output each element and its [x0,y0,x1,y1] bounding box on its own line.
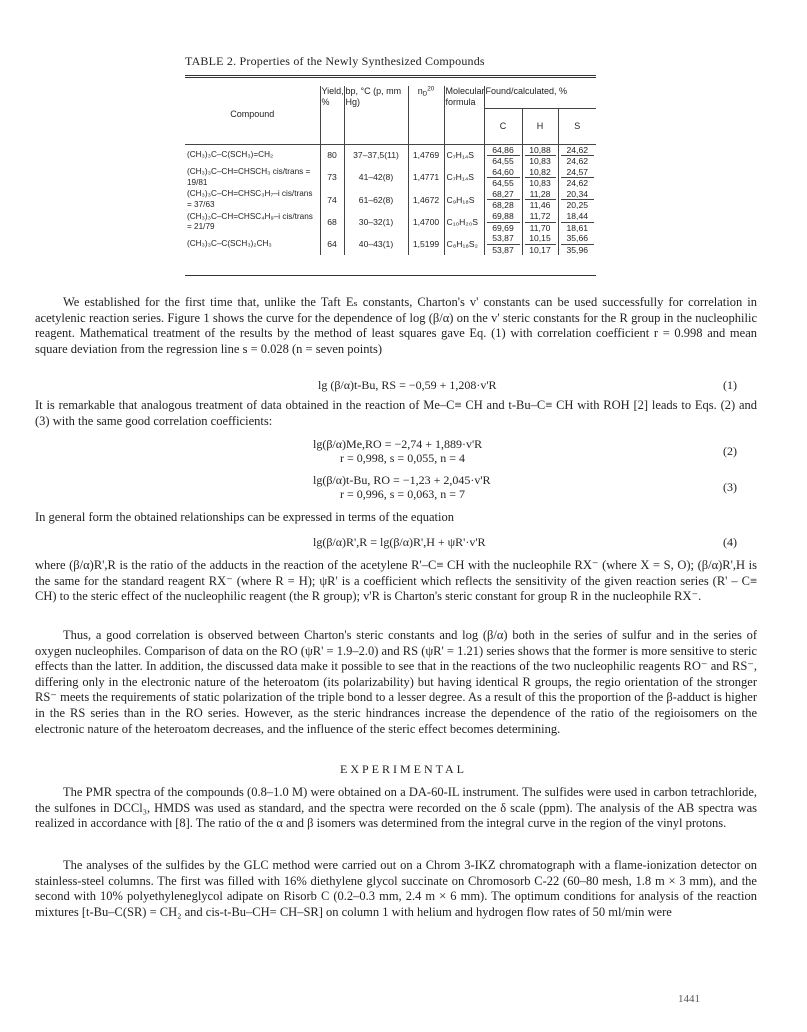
cell-compound: (CH₃)₃C–C(SCH₃)=CH₂ [187,150,274,160]
value-found-c: 64,86 [487,145,520,157]
value-calculated-h: 10,83 [529,156,551,167]
table-title: TABLE 2. Properties of the Newly Synthesized Compounds [185,54,485,68]
cell-h-found-calc [522,144,558,167]
cell-c-found-calc [484,233,522,255]
cell-compound: (CH₃)₃C–CH=CHSC₄H₉–i cis/trans = 21/79 [187,211,313,232]
cell-compound: (CH₃)₃C–CH=CHSCH₃ cis/trans = 19/81 [187,167,311,187]
cell-c-found-calc [484,211,522,233]
table-top-rule [185,75,596,76]
value-found-h: 10,88 [525,145,556,157]
table-row [185,211,596,233]
cell-formula: C₁₀H₂₀S [444,211,484,233]
equation-1-expression: lg (β/α)t-Bu, RS = −0,59 + 1,208·v'R [318,378,497,392]
cell-c-found-calc [484,144,522,167]
table-row [185,233,596,255]
cell-c-found-calc [484,189,522,211]
value-calculated-c: 69,69 [492,222,514,233]
value-found-c: 68,27 [487,189,520,201]
table-row [185,167,596,189]
table-row [185,189,596,211]
value-found-c: 69,88 [487,211,520,223]
cell-h-found-calc [522,233,558,255]
header-formula: Molecular formula [444,86,484,144]
header-nd [408,86,444,144]
header-s: S [558,108,596,144]
paragraph-1: We established for the first time that, unlike the Taft Eₛ constants, Charton's v' constants can be used successfully for correlation in acetylenic reaction series. Figure 1 shows the curve for the dependence of log (β/α) on the v' steric constants for the R group in the nucleophilic reagent. Mathematical treatment of the results by the method of least squares gave Eq. (1) with correlation coefficient r = 0.998 and mean square deviation from the regression line s = 0.028 (n = seven points) [35,295,757,356]
header-nd-sub: D [422,90,428,98]
equation-2-expression: lg(β/α)Me,RO = −2,74 + 1,889·v'R [313,437,483,451]
paragraph-5: Thus, a good correlation is observed between Charton's steric constants and log (β/α) both in the series of sulfur and in the series of oxygen nucleophiles. Comparison of data on the RO (ψR' = 1.9–2.0) and RS (ψR' = 1.21) series shows that the former is more sensitive to steric effects than the latter. In addition, the discussed data make it possible to see that in the reactions of the two nucleophilic reagents RO⁻ and RS⁻, differing only in the electronic nature of the heteroatom (its polarizability) but having identical R groups, the regio orientation of the stronger RS⁻ meets the requirements of static polarization of the triple bond to a lesser degree. As a result of this the proportion of the β-adduct is higher in the RS series than in the RO series. However, as the steric hindrances increase the dependence of the ratio of the regioisomers on the electronic nature of the heteroatom decreases, and the influence of the steric effect becomes determining. [35,628,757,736]
value-found-s: 35,66 [561,233,595,245]
value-found-h: 10,15 [525,233,556,245]
equation-4 [0,535,807,550]
cell-s-found-calc [558,167,596,189]
cell-h-found-calc [522,167,558,189]
cell-compound: (CH₃)₃C–CH=CHSC₃H₇–i cis/trans = 37/63 [187,189,313,209]
table-top-rule-2 [185,77,596,78]
value-calculated-s: 35,96 [566,244,589,255]
value-calculated-h: 11,70 [529,222,551,233]
equation-2-number: (2) [723,444,737,458]
value-calculated-c: 64,55 [492,156,514,167]
cell-compound: (CH₃)₃C–C(SCH₃)₂CH₃ [187,239,272,249]
cell-formula: C₇H₁₄S [444,144,484,167]
header-found-calc: Found/calculated, % [484,86,596,108]
value-found-s: 18,44 [561,211,595,223]
value-calculated-c: 68,28 [492,200,514,211]
section-heading-experimental: EXPERIMENTAL [339,762,468,776]
cell-h-found-calc [522,211,558,233]
cell-bp: 61–62(8) [344,189,408,211]
value-found-h: 11,72 [525,211,556,223]
header-nd-sup: 20 [427,85,435,93]
cell-s-found-calc [558,144,596,167]
cell-c-found-calc [484,167,522,189]
cell-nd: 1,4769 [408,144,444,167]
page-number: 1441 [678,993,700,1005]
header-h: H [522,108,558,144]
value-found-s: 24,62 [561,145,595,157]
equation-4-number: (4) [723,535,737,549]
equation-2-statistics: r = 0,998, s = 0,055, n = 4 [340,451,465,465]
value-calculated-s: 18,61 [566,222,589,233]
header-c: C [484,108,522,144]
table-body [185,144,596,255]
cell-nd: 1,5199 [408,233,444,255]
cell-formula: C₈H₁₈S₂ [444,233,484,255]
value-calculated-c: 64,55 [492,178,514,189]
equation-2a [0,437,807,452]
cell-formula: C₉H₁₈S [444,189,484,211]
equation-1-number: (1) [723,378,737,392]
equation-3-number: (3) [723,480,737,494]
paragraph-6: The PMR spectra of the compounds (0.8–1.0 M) were obtained on a DA-60-IL instrument. The sulfides were used in carbon tetrachloride, the sulfones in DCCl₃, HMDS was used as standard, and the spectra were recorded on the δ scale (ppm). The analysis of the AB spectra was realized in accordance with [8]. The ratio of the α and β isomers was determined from the integral curve in the region of the vinyl protons. [35,785,757,831]
cell-yield: 73 [320,167,344,189]
value-found-c: 53,87 [487,233,520,245]
value-calculated-c: 53,87 [492,244,514,255]
table-bottom-rule [185,275,596,276]
properties-table [185,86,596,255]
value-found-h: 11,28 [525,189,556,201]
cell-bp: 41–42(8) [344,167,408,189]
cell-bp: 40–43(1) [344,233,408,255]
cell-h-found-calc [522,189,558,211]
header-bp: bp, °C (p, mm Hg) [344,86,408,144]
cell-yield: 64 [320,233,344,255]
value-found-h: 10,82 [525,167,556,179]
equation-4-expression: lg(β/α)R',R = lg(β/α)R',H + ψR'·v'R [313,535,486,549]
value-calculated-h: 11,46 [529,200,551,211]
equation-3-expression: lg(β/α)t-Bu, RO = −1,23 + 2,045·v'R [313,473,491,487]
header-compound: Compound [230,109,275,120]
cell-yield: 80 [320,144,344,167]
value-calculated-s: 24,62 [566,178,589,189]
value-calculated-s: 20,25 [566,200,589,211]
value-found-s: 24,57 [561,167,595,179]
cell-bp: 30–32(1) [344,211,408,233]
value-calculated-h: 10,17 [529,244,551,255]
equation-3-statistics: r = 0,996, s = 0,063, n = 7 [340,487,465,501]
cell-s-found-calc [558,233,596,255]
cell-nd: 1,4771 [408,167,444,189]
table-row [185,144,596,167]
cell-bp: 37–37,5(11) [344,144,408,167]
cell-s-found-calc [558,211,596,233]
value-found-c: 64,60 [487,167,520,179]
cell-yield: 68 [320,211,344,233]
cell-nd: 1,4700 [408,211,444,233]
equation-3a [0,473,807,488]
paragraph-4: where (β/α)R',R is the ratio of the adducts in the reaction of the acetylene R'–C≡ CH with the nucleophile RX⁻ (where X = S, O); (β/α)R',H is the same for the standard reagent RX⁻ (where R = H); ψR' is a coefficient which reflects the sensitivity of the given reaction series (R' – C≡ CH) to the steric effect of the nucleophilic reagent (the R group); v'R is Charton's steric constant for group R in the nucleophile RX⁻. [35,558,757,604]
header-yield: Yield, % [320,86,344,144]
value-calculated-s: 24,62 [566,156,589,167]
cell-nd: 1,4672 [408,189,444,211]
cell-yield: 74 [320,189,344,211]
paragraph-3: In general form the obtained relationships can be expressed in terms of the equation [35,510,454,524]
paragraph-2: It is remarkable that analogous treatment of data obtained in the reaction of Me–C≡ CH and t-Bu–C≡ CH with ROH [2] leads to Eqs. (2) and (3) with the same good correlation coefficients: [35,398,757,428]
value-found-s: 20,34 [561,189,595,201]
paragraph-7: The analyses of the sulfides by the GLC method were carried out on a Chrom 3-IKZ chromatograph with a flame-ionization detector on stainless-steel columns. The first was filled with 16% diethylene glycol succinate on Chromosorb C-22 (60–80 mesh, 1.8 m × 3 mm), and the second with 10% polyethyleneglycol adipate on Risorb C (0.2–0.3 mm, 2.4 m × 6 mm). The optimum conditions for analysis of the reaction mixtures [t-Bu–C(SR) = CH₂ and cis-t-Bu–CH= CH–SR] on column 1 with helium and hydrogen flow rates of 50 ml/min were [35,858,757,919]
header-nd-symbol: n [417,86,423,96]
value-calculated-h: 10,83 [529,178,551,189]
cell-formula: C₇H₁₄S [444,167,484,189]
cell-s-found-calc [558,189,596,211]
equation-1 [0,378,807,393]
